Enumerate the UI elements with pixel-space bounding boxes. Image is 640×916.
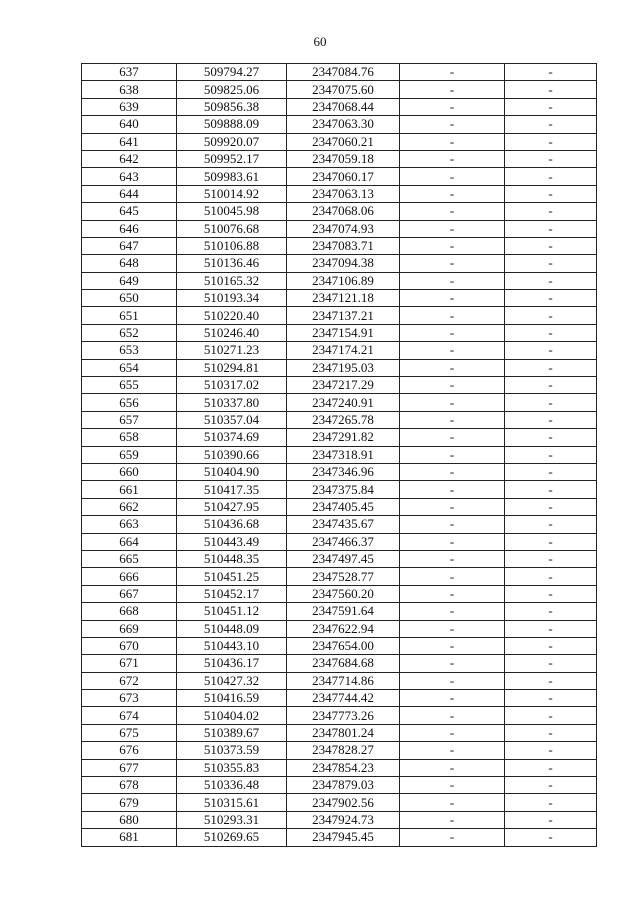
point-number-cell: 649 <box>82 272 177 289</box>
column-4-cell: - <box>400 290 505 307</box>
x-coordinate-cell: 510452.17 <box>177 585 287 602</box>
column-5-cell: - <box>505 533 597 550</box>
point-number-cell: 664 <box>82 533 177 550</box>
column-4-cell: - <box>400 324 505 341</box>
x-coordinate-cell: 510317.02 <box>177 377 287 394</box>
table-row <box>82 359 597 376</box>
table-row <box>82 185 597 202</box>
y-coordinate-cell: 2347591.64 <box>287 603 400 620</box>
table-body <box>82 64 597 847</box>
x-coordinate-cell: 510106.88 <box>177 237 287 254</box>
x-coordinate-cell: 510404.02 <box>177 707 287 724</box>
column-5-cell: - <box>505 64 597 81</box>
x-coordinate-cell: 510337.80 <box>177 394 287 411</box>
x-coordinate-cell: 510427.32 <box>177 672 287 689</box>
y-coordinate-cell: 2347068.06 <box>287 203 400 220</box>
point-number-cell: 647 <box>82 237 177 254</box>
column-4-cell: - <box>400 568 505 585</box>
column-5-cell: - <box>505 655 597 672</box>
column-5-cell: - <box>505 637 597 654</box>
column-4-cell: - <box>400 116 505 133</box>
x-coordinate-cell: 510436.68 <box>177 516 287 533</box>
y-coordinate-cell: 2347684.68 <box>287 655 400 672</box>
column-5-cell: - <box>505 463 597 480</box>
column-4-cell: - <box>400 742 505 759</box>
column-5-cell: - <box>505 133 597 150</box>
column-5-cell: - <box>505 342 597 359</box>
table-row <box>82 568 597 585</box>
table-row <box>82 81 597 98</box>
column-4-cell: - <box>400 672 505 689</box>
y-coordinate-cell: 2347060.21 <box>287 133 400 150</box>
column-5-cell: - <box>505 498 597 515</box>
x-coordinate-cell: 510417.35 <box>177 481 287 498</box>
x-coordinate-cell: 509952.17 <box>177 150 287 167</box>
column-5-cell: - <box>505 203 597 220</box>
point-number-cell: 640 <box>82 116 177 133</box>
point-number-cell: 657 <box>82 411 177 428</box>
table-row <box>82 759 597 776</box>
table-row <box>82 446 597 463</box>
y-coordinate-cell: 2347375.84 <box>287 481 400 498</box>
y-coordinate-cell: 2347744.42 <box>287 690 400 707</box>
column-5-cell: - <box>505 394 597 411</box>
column-4-cell: - <box>400 81 505 98</box>
column-4-cell: - <box>400 342 505 359</box>
column-4-cell: - <box>400 637 505 654</box>
column-5-cell: - <box>505 707 597 724</box>
table-row <box>82 533 597 550</box>
x-coordinate-cell: 510443.49 <box>177 533 287 550</box>
y-coordinate-cell: 2347622.94 <box>287 620 400 637</box>
column-5-cell: - <box>505 98 597 115</box>
table-row <box>82 777 597 794</box>
point-number-cell: 670 <box>82 637 177 654</box>
table-row <box>82 307 597 324</box>
column-4-cell: - <box>400 690 505 707</box>
column-5-cell: - <box>505 811 597 828</box>
column-5-cell: - <box>505 481 597 498</box>
column-4-cell: - <box>400 759 505 776</box>
y-coordinate-cell: 2347217.29 <box>287 377 400 394</box>
table-row <box>82 811 597 828</box>
x-coordinate-cell: 510269.65 <box>177 829 287 846</box>
y-coordinate-cell: 2347654.00 <box>287 637 400 654</box>
column-4-cell: - <box>400 203 505 220</box>
table-row <box>82 794 597 811</box>
point-number-cell: 681 <box>82 829 177 846</box>
point-number-cell: 645 <box>82 203 177 220</box>
point-number-cell: 639 <box>82 98 177 115</box>
y-coordinate-cell: 2347084.76 <box>287 64 400 81</box>
x-coordinate-cell: 510294.81 <box>177 359 287 376</box>
column-5-cell: - <box>505 220 597 237</box>
point-number-cell: 678 <box>82 777 177 794</box>
table-row <box>82 585 597 602</box>
x-coordinate-cell: 509920.07 <box>177 133 287 150</box>
column-4-cell: - <box>400 377 505 394</box>
x-coordinate-cell: 510165.32 <box>177 272 287 289</box>
column-4-cell: - <box>400 220 505 237</box>
point-number-cell: 667 <box>82 585 177 602</box>
point-number-cell: 680 <box>82 811 177 828</box>
point-number-cell: 643 <box>82 168 177 185</box>
point-number-cell: 659 <box>82 446 177 463</box>
point-number-cell: 674 <box>82 707 177 724</box>
table-row <box>82 603 597 620</box>
column-5-cell: - <box>505 742 597 759</box>
y-coordinate-cell: 2347466.37 <box>287 533 400 550</box>
column-4-cell: - <box>400 255 505 272</box>
y-coordinate-cell: 2347714.86 <box>287 672 400 689</box>
column-4-cell: - <box>400 237 505 254</box>
column-5-cell: - <box>505 81 597 98</box>
y-coordinate-cell: 2347346.96 <box>287 463 400 480</box>
column-4-cell: - <box>400 185 505 202</box>
y-coordinate-cell: 2347240.91 <box>287 394 400 411</box>
column-5-cell: - <box>505 255 597 272</box>
x-coordinate-cell: 510373.59 <box>177 742 287 759</box>
x-coordinate-cell: 509825.06 <box>177 81 287 98</box>
table-row <box>82 550 597 567</box>
coordinate-table <box>81 63 597 847</box>
table-row <box>82 481 597 498</box>
y-coordinate-cell: 2347773.26 <box>287 707 400 724</box>
y-coordinate-cell: 2347828.27 <box>287 742 400 759</box>
column-4-cell: - <box>400 272 505 289</box>
table-row <box>82 377 597 394</box>
table-row <box>82 342 597 359</box>
x-coordinate-cell: 510355.83 <box>177 759 287 776</box>
y-coordinate-cell: 2347497.45 <box>287 550 400 567</box>
y-coordinate-cell: 2347063.13 <box>287 185 400 202</box>
column-4-cell: - <box>400 620 505 637</box>
x-coordinate-cell: 510427.95 <box>177 498 287 515</box>
x-coordinate-cell: 510014.92 <box>177 185 287 202</box>
y-coordinate-cell: 2347094.38 <box>287 255 400 272</box>
point-number-cell: 661 <box>82 481 177 498</box>
point-number-cell: 669 <box>82 620 177 637</box>
column-5-cell: - <box>505 585 597 602</box>
column-5-cell: - <box>505 307 597 324</box>
x-coordinate-cell: 510293.31 <box>177 811 287 828</box>
point-number-cell: 644 <box>82 185 177 202</box>
y-coordinate-cell: 2347121.18 <box>287 290 400 307</box>
column-5-cell: - <box>505 429 597 446</box>
column-4-cell: - <box>400 463 505 480</box>
x-coordinate-cell: 510045.98 <box>177 203 287 220</box>
table-row <box>82 829 597 846</box>
column-5-cell: - <box>505 794 597 811</box>
column-5-cell: - <box>505 168 597 185</box>
table-row <box>82 707 597 724</box>
point-number-cell: 663 <box>82 516 177 533</box>
column-5-cell: - <box>505 603 597 620</box>
point-number-cell: 648 <box>82 255 177 272</box>
point-number-cell: 658 <box>82 429 177 446</box>
y-coordinate-cell: 2347174.21 <box>287 342 400 359</box>
x-coordinate-cell: 510436.17 <box>177 655 287 672</box>
point-number-cell: 676 <box>82 742 177 759</box>
point-number-cell: 656 <box>82 394 177 411</box>
column-4-cell: - <box>400 64 505 81</box>
table-row <box>82 672 597 689</box>
column-5-cell: - <box>505 550 597 567</box>
point-number-cell: 638 <box>82 81 177 98</box>
x-coordinate-cell: 510404.90 <box>177 463 287 480</box>
column-5-cell: - <box>505 272 597 289</box>
x-coordinate-cell: 510136.46 <box>177 255 287 272</box>
column-5-cell: - <box>505 150 597 167</box>
column-5-cell: - <box>505 516 597 533</box>
table-row <box>82 98 597 115</box>
column-4-cell: - <box>400 394 505 411</box>
table-row <box>82 429 597 446</box>
column-5-cell: - <box>505 290 597 307</box>
x-coordinate-cell: 510271.23 <box>177 342 287 359</box>
column-5-cell: - <box>505 116 597 133</box>
point-number-cell: 677 <box>82 759 177 776</box>
column-4-cell: - <box>400 168 505 185</box>
column-5-cell: - <box>505 377 597 394</box>
y-coordinate-cell: 2347801.24 <box>287 724 400 741</box>
table-row <box>82 64 597 81</box>
column-4-cell: - <box>400 150 505 167</box>
x-coordinate-cell: 510451.12 <box>177 603 287 620</box>
x-coordinate-cell: 510357.04 <box>177 411 287 428</box>
column-4-cell: - <box>400 133 505 150</box>
y-coordinate-cell: 2347902.56 <box>287 794 400 811</box>
y-coordinate-cell: 2347560.20 <box>287 585 400 602</box>
table-row <box>82 516 597 533</box>
y-coordinate-cell: 2347074.93 <box>287 220 400 237</box>
table-row <box>82 133 597 150</box>
column-4-cell: - <box>400 411 505 428</box>
y-coordinate-cell: 2347195.03 <box>287 359 400 376</box>
point-number-cell: 672 <box>82 672 177 689</box>
column-5-cell: - <box>505 829 597 846</box>
y-coordinate-cell: 2347059.18 <box>287 150 400 167</box>
point-number-cell: 673 <box>82 690 177 707</box>
y-coordinate-cell: 2347154.91 <box>287 324 400 341</box>
table-row <box>82 742 597 759</box>
point-number-cell: 646 <box>82 220 177 237</box>
column-4-cell: - <box>400 585 505 602</box>
table-row <box>82 637 597 654</box>
point-number-cell: 637 <box>82 64 177 81</box>
column-4-cell: - <box>400 481 505 498</box>
point-number-cell: 679 <box>82 794 177 811</box>
column-4-cell: - <box>400 429 505 446</box>
column-4-cell: - <box>400 446 505 463</box>
x-coordinate-cell: 510193.34 <box>177 290 287 307</box>
x-coordinate-cell: 510389.67 <box>177 724 287 741</box>
table-row <box>82 463 597 480</box>
x-coordinate-cell: 510076.68 <box>177 220 287 237</box>
column-5-cell: - <box>505 359 597 376</box>
x-coordinate-cell: 510315.61 <box>177 794 287 811</box>
table-row <box>82 203 597 220</box>
point-number-cell: 660 <box>82 463 177 480</box>
point-number-cell: 662 <box>82 498 177 515</box>
column-5-cell: - <box>505 777 597 794</box>
y-coordinate-cell: 2347435.67 <box>287 516 400 533</box>
column-5-cell: - <box>505 411 597 428</box>
x-coordinate-cell: 510443.10 <box>177 637 287 654</box>
y-coordinate-cell: 2347924.73 <box>287 811 400 828</box>
x-coordinate-cell: 509983.61 <box>177 168 287 185</box>
point-number-cell: 665 <box>82 550 177 567</box>
y-coordinate-cell: 2347528.77 <box>287 568 400 585</box>
table-row <box>82 724 597 741</box>
x-coordinate-cell: 509794.27 <box>177 64 287 81</box>
table-row <box>82 116 597 133</box>
table-row <box>82 255 597 272</box>
table-row <box>82 394 597 411</box>
x-coordinate-cell: 510451.25 <box>177 568 287 585</box>
column-4-cell: - <box>400 98 505 115</box>
y-coordinate-cell: 2347083.71 <box>287 237 400 254</box>
point-number-cell: 655 <box>82 377 177 394</box>
y-coordinate-cell: 2347291.82 <box>287 429 400 446</box>
y-coordinate-cell: 2347106.89 <box>287 272 400 289</box>
x-coordinate-cell: 510416.59 <box>177 690 287 707</box>
point-number-cell: 668 <box>82 603 177 620</box>
y-coordinate-cell: 2347068.44 <box>287 98 400 115</box>
column-5-cell: - <box>505 446 597 463</box>
point-number-cell: 671 <box>82 655 177 672</box>
point-number-cell: 654 <box>82 359 177 376</box>
x-coordinate-cell: 510448.09 <box>177 620 287 637</box>
column-4-cell: - <box>400 777 505 794</box>
column-4-cell: - <box>400 724 505 741</box>
table-row <box>82 620 597 637</box>
page-number: 60 <box>313 34 327 49</box>
column-5-cell: - <box>505 620 597 637</box>
x-coordinate-cell: 510390.66 <box>177 446 287 463</box>
column-4-cell: - <box>400 829 505 846</box>
y-coordinate-cell: 2347854.23 <box>287 759 400 776</box>
x-coordinate-cell: 510448.35 <box>177 550 287 567</box>
column-4-cell: - <box>400 498 505 515</box>
point-number-cell: 652 <box>82 324 177 341</box>
column-5-cell: - <box>505 324 597 341</box>
column-4-cell: - <box>400 603 505 620</box>
point-number-cell: 653 <box>82 342 177 359</box>
x-coordinate-cell: 509856.38 <box>177 98 287 115</box>
table-row <box>82 690 597 707</box>
y-coordinate-cell: 2347060.17 <box>287 168 400 185</box>
point-number-cell: 651 <box>82 307 177 324</box>
table-row <box>82 168 597 185</box>
table-row <box>82 498 597 515</box>
column-4-cell: - <box>400 516 505 533</box>
column-4-cell: - <box>400 811 505 828</box>
column-5-cell: - <box>505 759 597 776</box>
table-row <box>82 220 597 237</box>
table-row <box>82 655 597 672</box>
y-coordinate-cell: 2347265.78 <box>287 411 400 428</box>
point-number-cell: 642 <box>82 150 177 167</box>
table-row <box>82 290 597 307</box>
column-4-cell: - <box>400 794 505 811</box>
column-4-cell: - <box>400 533 505 550</box>
point-number-cell: 641 <box>82 133 177 150</box>
table-row <box>82 272 597 289</box>
x-coordinate-cell: 510220.40 <box>177 307 287 324</box>
column-5-cell: - <box>505 672 597 689</box>
column-5-cell: - <box>505 185 597 202</box>
column-4-cell: - <box>400 655 505 672</box>
column-4-cell: - <box>400 707 505 724</box>
y-coordinate-cell: 2347318.91 <box>287 446 400 463</box>
table-row <box>82 411 597 428</box>
column-4-cell: - <box>400 550 505 567</box>
point-number-cell: 675 <box>82 724 177 741</box>
column-5-cell: - <box>505 690 597 707</box>
y-coordinate-cell: 2347137.21 <box>287 307 400 324</box>
x-coordinate-cell: 510374.69 <box>177 429 287 446</box>
column-4-cell: - <box>400 359 505 376</box>
y-coordinate-cell: 2347075.60 <box>287 81 400 98</box>
y-coordinate-cell: 2347945.45 <box>287 829 400 846</box>
column-5-cell: - <box>505 237 597 254</box>
x-coordinate-cell: 509888.09 <box>177 116 287 133</box>
table-row <box>82 237 597 254</box>
table-row <box>82 150 597 167</box>
point-number-cell: 650 <box>82 290 177 307</box>
column-5-cell: - <box>505 568 597 585</box>
point-number-cell: 666 <box>82 568 177 585</box>
y-coordinate-cell: 2347063.30 <box>287 116 400 133</box>
column-5-cell: - <box>505 724 597 741</box>
y-coordinate-cell: 2347879.03 <box>287 777 400 794</box>
y-coordinate-cell: 2347405.45 <box>287 498 400 515</box>
column-4-cell: - <box>400 307 505 324</box>
x-coordinate-cell: 510336.48 <box>177 777 287 794</box>
x-coordinate-cell: 510246.40 <box>177 324 287 341</box>
table-row <box>82 324 597 341</box>
